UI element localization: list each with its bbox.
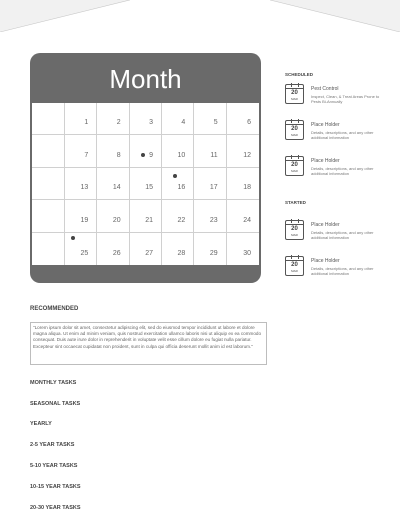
calendar-day-number: 20 <box>112 216 121 224</box>
event-dot-marker <box>173 174 177 178</box>
event-item[interactable] <box>285 256 385 282</box>
calendar-icon-bar <box>286 88 303 89</box>
event-title: Place Holder <box>311 258 340 264</box>
calendar-day-cell[interactable] <box>162 233 194 265</box>
calendar-date-icon <box>285 256 304 276</box>
task-category-link[interactable]: 10-15 YEAR TASKS <box>30 484 81 490</box>
calendar-day-number: 16 <box>177 184 186 192</box>
task-category-link[interactable]: MONTHLY TASKS <box>30 380 77 386</box>
calendar-ring-icon <box>298 119 299 123</box>
event-day: 20 <box>291 226 298 232</box>
calendar-day-number: 8 <box>116 151 121 159</box>
calendar-ring-icon <box>291 255 292 259</box>
calendar-day-cell[interactable] <box>97 233 129 265</box>
calendar-day-number: 14 <box>112 184 121 192</box>
calendar-month-title: Month <box>109 64 182 94</box>
event-day: 20 <box>291 262 298 268</box>
calendar-day-cell[interactable] <box>65 135 97 167</box>
event-item[interactable] <box>285 156 385 182</box>
event-title: Pest Control <box>311 86 339 92</box>
calendar-day-number: 24 <box>243 216 251 224</box>
calendar-day-cell[interactable] <box>65 233 97 265</box>
event-item[interactable] <box>285 220 385 246</box>
calendar-day-number: 17 <box>209 184 218 192</box>
calendar-ring-icon <box>298 155 299 159</box>
event-description: Details, descriptions, and any other additional information <box>311 166 374 176</box>
event-description: Details, descriptions, and any other additional information <box>311 130 374 140</box>
task-category-link[interactable]: SEASONAL TASKS <box>30 401 81 407</box>
calendar-date-icon <box>285 120 304 140</box>
recommended-heading: RECOMMENDED <box>30 306 79 312</box>
calendar-icon-bar <box>286 124 303 125</box>
calendar-day-number: 25 <box>80 250 89 257</box>
calendar-day-number: 1 <box>84 119 89 127</box>
calendar-date-icon <box>285 220 304 240</box>
event-month: MAR <box>291 97 298 101</box>
calendar-day-number: 5 <box>213 119 218 127</box>
calendar-icon-bar <box>286 224 303 225</box>
calendar-day-cell <box>32 200 65 232</box>
calendar-day-number: 26 <box>112 250 121 257</box>
calendar-day-cell[interactable] <box>65 103 97 135</box>
calendar-day-cell[interactable] <box>227 200 259 232</box>
task-category-link[interactable]: YEARLY <box>30 421 52 427</box>
event-description: Details, descriptions, and any other additional information <box>311 266 374 276</box>
calendar-day-cell[interactable] <box>162 135 194 167</box>
calendar-day-cell[interactable] <box>162 200 194 232</box>
calendar-day-cell[interactable] <box>194 135 226 167</box>
event-day: 20 <box>291 162 298 168</box>
task-category-link[interactable]: 20-30 YEAR TASKS <box>30 505 81 511</box>
calendar-day-cell[interactable] <box>130 233 162 265</box>
calendar-day-cell <box>32 135 65 167</box>
calendar <box>30 53 261 283</box>
calendar-day-number: 9 <box>149 151 153 159</box>
calendar-day-cell[interactable] <box>162 168 194 200</box>
calendar-ring-icon <box>291 119 292 123</box>
calendar-ring-icon <box>298 83 299 87</box>
calendar-ring-icon <box>298 219 299 223</box>
calendar-day-number: 13 <box>80 184 89 192</box>
calendar-day-cell[interactable] <box>97 200 129 232</box>
calendar-day-number: 10 <box>177 151 186 159</box>
calendar-day-number: 7 <box>84 151 89 159</box>
event-description: Inspect, Clean, & Treat Areas Prone to Pests Bi-Annually <box>311 94 380 104</box>
calendar-day-number: 4 <box>181 119 186 127</box>
calendar-day-cell <box>32 168 65 200</box>
calendar-day-number: 6 <box>247 119 251 127</box>
calendar-date-icon <box>285 84 304 104</box>
calendar-day-cell[interactable] <box>194 168 226 200</box>
recommended-text-box: "Lorem ipsum dolor sit amet, consectetur adipiscing elit, sed do eiusmod tempor incididunt ut labore et dolore magna aliqua. Ut enim ad minim veniam, quis nostrud exercitation ullamco laboris nisi ut aliquip ex ea commodo consequat. Duis aute irure dolor in reprehenderit in voluptate velit esse cillum dolore eu fugiat nulla pariatur. Excepteur sint occaecat cupidatat non proident, sunt in culpa qui officia deserunt mollit anim id est laborum." <box>30 322 267 365</box>
started-heading: STARTED <box>285 200 306 205</box>
calendar-day-number: 21 <box>145 216 153 224</box>
event-item[interactable] <box>285 84 385 110</box>
calendar-day-cell[interactable] <box>97 103 129 135</box>
calendar-day-number: 18 <box>243 184 251 192</box>
event-title: Place Holder <box>311 222 340 228</box>
event-dot-marker <box>71 236 75 240</box>
calendar-ring-icon <box>291 83 292 87</box>
calendar-day-cell <box>32 103 65 135</box>
calendar-ring-icon <box>291 155 292 159</box>
event-day: 20 <box>291 126 298 132</box>
calendar-day-cell[interactable] <box>65 200 97 232</box>
calendar-day-number: 23 <box>209 216 218 224</box>
calendar-day-number: 19 <box>80 216 89 224</box>
calendar-day-number: 2 <box>116 119 121 127</box>
event-title: Place Holder <box>311 122 340 128</box>
calendar-day-number: 28 <box>177 250 186 257</box>
task-category-link[interactable]: 5-10 YEAR TASKS <box>30 463 78 469</box>
calendar-day-cell <box>32 233 65 265</box>
event-month: MAR <box>291 269 298 273</box>
calendar-icon-bar <box>286 160 303 161</box>
calendar-day-number: 15 <box>145 184 153 192</box>
calendar-day-number: 22 <box>177 216 186 224</box>
event-month: MAR <box>291 233 298 237</box>
calendar-icon-bar <box>286 260 303 261</box>
event-month: MAR <box>291 169 298 173</box>
calendar-date-icon <box>285 156 304 176</box>
calendar-day-cell[interactable] <box>227 168 259 200</box>
calendar-day-cell[interactable] <box>194 200 226 232</box>
calendar-day-number: 12 <box>243 151 251 159</box>
calendar-day-number: 30 <box>243 250 251 257</box>
calendar-day-number: 11 <box>210 151 218 159</box>
event-dot-marker <box>141 153 145 157</box>
header-band <box>0 0 400 32</box>
calendar-grid <box>32 103 259 265</box>
calendar-day-cell[interactable] <box>130 168 162 200</box>
calendar-ring-icon <box>291 219 292 223</box>
calendar-day-cell[interactable] <box>130 200 162 232</box>
calendar-day-cell[interactable] <box>130 103 162 135</box>
scheduled-heading: SCHEDULED <box>285 72 314 77</box>
calendar-day-cell[interactable] <box>227 233 259 265</box>
calendar-day-cell[interactable] <box>227 135 259 167</box>
calendar-ring-icon <box>298 255 299 259</box>
event-day: 20 <box>291 90 298 96</box>
calendar-day-cell[interactable] <box>162 103 194 135</box>
task-category-link[interactable]: 2-5 YEAR TASKS <box>30 442 75 448</box>
event-item[interactable] <box>285 120 385 146</box>
calendar-day-cell[interactable] <box>194 233 226 265</box>
event-description: Details, descriptions, and any other additional information <box>311 230 374 240</box>
calendar-day-number: 27 <box>145 250 153 257</box>
calendar-day-cell[interactable] <box>97 168 129 200</box>
calendar-day-number: 29 <box>209 250 218 257</box>
calendar-day-cell[interactable] <box>97 135 129 167</box>
event-title: Place Holder <box>311 158 340 164</box>
calendar-day-number: 3 <box>149 119 153 127</box>
calendar-day-cell[interactable] <box>227 103 259 135</box>
calendar-day-cell[interactable] <box>130 135 162 167</box>
calendar-day-cell[interactable] <box>65 168 97 200</box>
event-month: MAR <box>291 133 298 137</box>
calendar-day-cell[interactable] <box>194 103 226 135</box>
